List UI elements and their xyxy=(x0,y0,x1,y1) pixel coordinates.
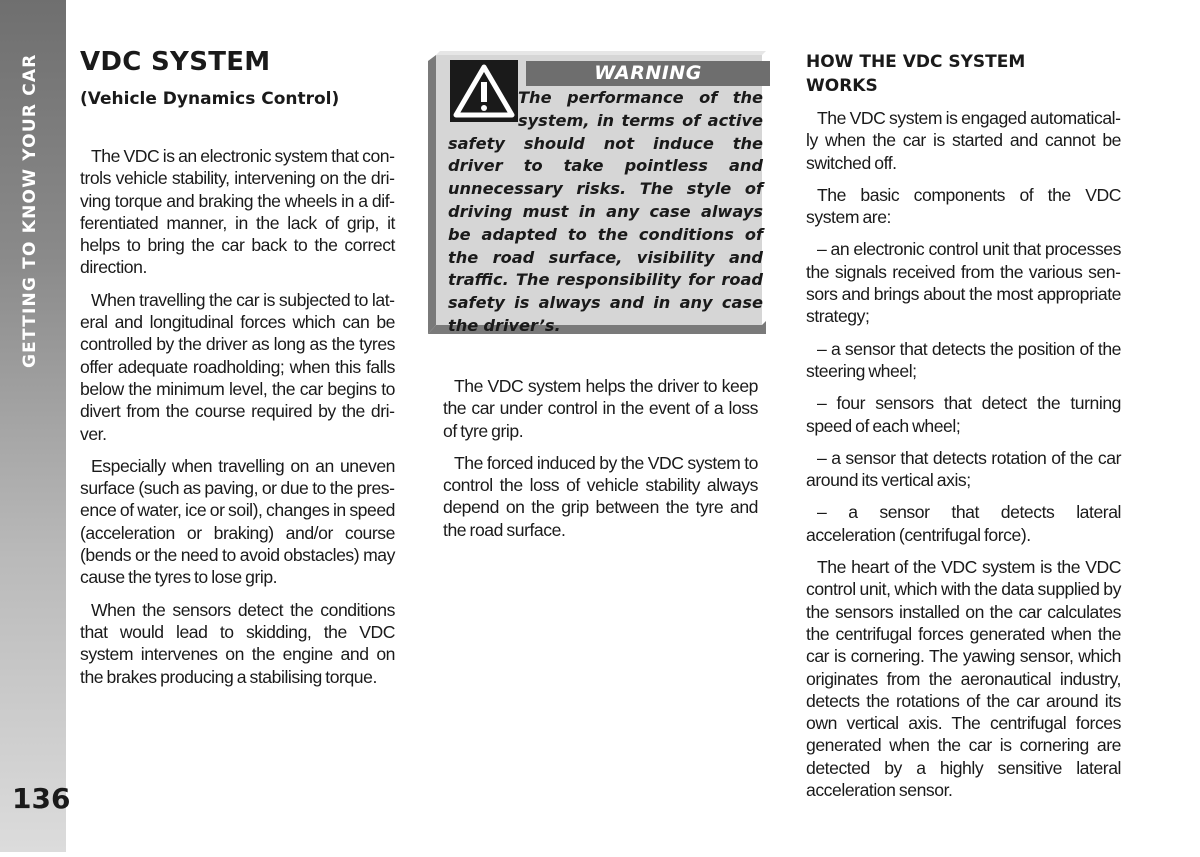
column-3 xyxy=(806,107,1121,811)
column-1 xyxy=(80,145,395,698)
paragraph: When the sensors detect the conditions that would lead to skidding, the VDC system intervenes on the engine and on the brakes producing a stabilising torque. xyxy=(80,599,395,687)
list-item: – a sensor that detects the position of the steering wheel; xyxy=(806,338,1121,381)
list-item: – a sensor that detects rotation of the car around its vertical axis; xyxy=(806,447,1121,491)
section-heading: HOW THE VDC SYSTEM WORKS xyxy=(806,52,1026,96)
paragraph: The VDC system helps the driver to keep the car under control in the event of a loss of tyre grip. xyxy=(443,376,758,441)
warning-text: The performance of the system, in terms of active safety should not induce the driver to take pointless and unnecessary risks. The style of driving must in any case always be adapted to the conditions of the road surface, visibility and traffic. The responsibility for road safety is always and in any case the driver’s. xyxy=(448,88,763,335)
list-item: – four sensors that detect the turning speed of each wheel; xyxy=(806,393,1121,436)
section-title: GETTING TO KNOW YOUR CAR xyxy=(20,53,40,368)
page-number: 136 xyxy=(12,782,71,815)
paragraph: The VDC system is engaged automatically when the car is started and cannot be switched off. xyxy=(806,108,1121,173)
list-item: – an electronic control unit that processes the signals received from the various sensors and brings about the most appropriate strategy; xyxy=(806,239,1121,327)
warning-text-block xyxy=(448,87,763,338)
paragraph: When travelling the car is subjected to lateral and longitudinal forces which can be controlled by the driver as long as the tyres offer adequate roadholding; when this falls below the minimum level, the car begins to divert from the course required by the driver. xyxy=(80,289,395,444)
warning-box xyxy=(428,51,766,334)
list-item: – a sensor that detects lateral acceleration (centrifugal force). xyxy=(806,502,1121,545)
paragraph: Especially when travelling on an uneven surface (such as paving, or due to the presence of water, ice or soil), changes in speed (acceleration or braking) and/or course (bends or the need to avoid obstacles) may cause the tyres to lose grip. xyxy=(80,455,395,588)
page-title: VDC SYSTEM xyxy=(80,47,271,77)
paragraph: The VDC is an electronic system that controls vehicle stability, intervening on the driving torque and braking the wheels in a differentiated manner, in the lack of grip, it helps to bring the car back to the correct direction. xyxy=(80,146,395,278)
sidebar xyxy=(0,0,71,852)
paragraph: The forced induced by the VDC system to control the loss of vehicle stability always depend on the grip between the tyre and the road surface. xyxy=(443,452,758,540)
page-subtitle: (Vehicle Dynamics Control) xyxy=(80,89,340,109)
icon-wrap-spacer xyxy=(448,87,518,132)
warning-label: WARNING xyxy=(526,61,770,86)
column-2 xyxy=(443,375,758,551)
paragraph: The heart of the VDC system is the VDC control unit, which with the data supplied by the sensors installed on the car calculates the centrifugal forces generated when the car is cornering. The yawing sensor, which originates from the aeronautical industry, detects the rotations of the car around its own vertical axis. The centrifugal forces generated when the car is cornering are detected by a highly sensitive lateral acceleration sensor. xyxy=(806,557,1121,801)
paragraph: The basic components of the VDC system are: xyxy=(806,184,1121,228)
